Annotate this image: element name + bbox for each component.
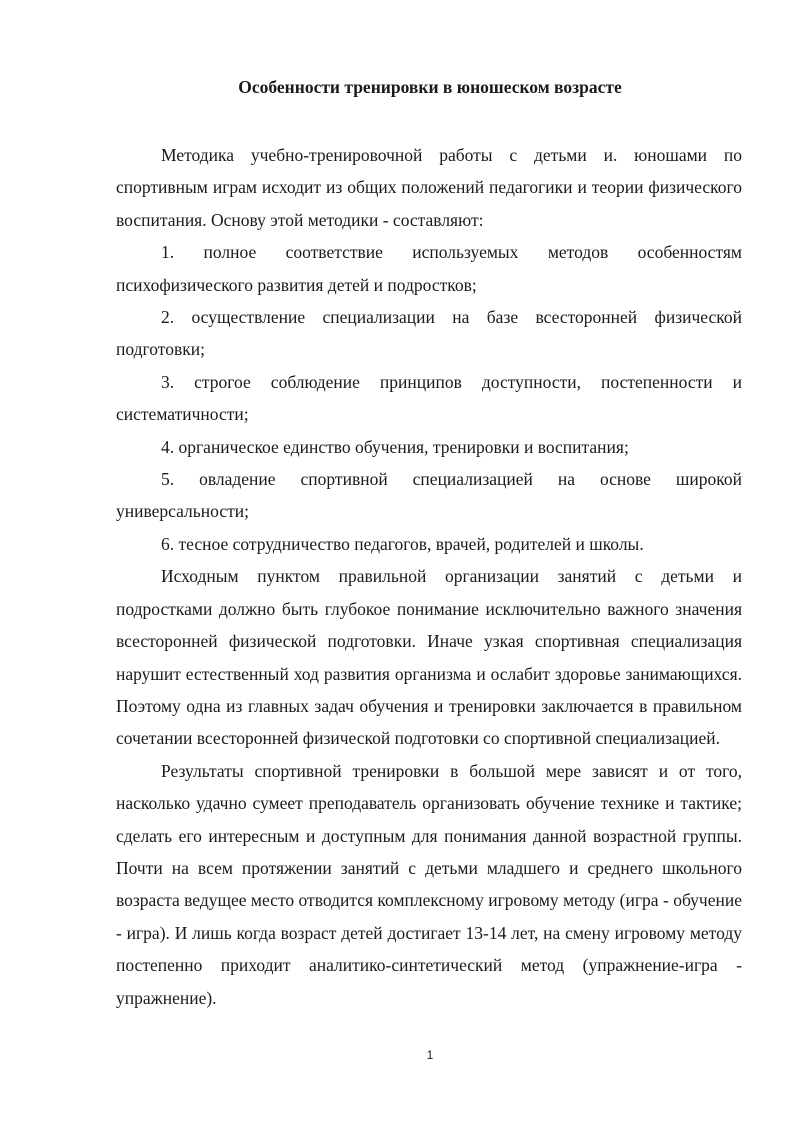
list-item-2: 2. осуществление специализации на базе всесторонней физической подготовки;: [116, 307, 742, 360]
list-item-4: 4. органическое единство обучения, тренировки и воспитания;: [161, 436, 629, 457]
page-title: Особенности тренировки в юношеском возрасте: [238, 77, 622, 97]
page-number: 1: [426, 1048, 434, 1062]
list-item-3: 3. строгое соблюдение принципов доступности, постепенности и систематичности;: [116, 371, 742, 425]
document-body: [116, 139, 742, 1014]
paragraph-all-round-training: Исходным пунктом правильной организации занятий с детьми и подростками должно быть глубокое понимание исключительно важного значения всесторонней физической подготовки. Иначе узкая спортивная специализация нарушит естественный ход развития организма и ослабит здоровье занимающихся. Поэтому одна из главных задач обучения и тренировки заключается в правильном сочетании всесторонней физической подготовки со спортивной специализацией.: [116, 566, 742, 749]
list-item-1: 1. полное соответствие используемых методов особенностям психофизического развития детей и подростков;: [116, 242, 742, 295]
paragraph-intro: Методика учебно-тренировочной работы с детьми и. юношами по спортивным играм исходит из общих положений педагогики и теории физического воспитания. Основу этой методики - составляют:: [116, 145, 742, 230]
paragraph-training-results: Результаты спортивной тренировки в большой мере зависят и от того, насколько удачно сумеет преподаватель организовать обучение технике и тактике; сделать его интересным и доступным для понимания данной возрастной группы. Почти на всем протяжении занятий с детьми младшего и среднего школьного возраста ведущее место отводится комплексному игровому методу (игра - обучение - игра). И лишь когда возраст детей достигает 13-14 лет, на смену игровому методу постепенно приходит аналитико-синтетический метод (упражнение-игра - упражнение).: [116, 760, 742, 1008]
list-item-6: 6. тесное сотрудничество педагогов, врачей, родителей и школы.: [161, 533, 644, 554]
list-item-5: 5. овладение спортивной специализацией на основе широкой универсальности;: [116, 469, 742, 522]
